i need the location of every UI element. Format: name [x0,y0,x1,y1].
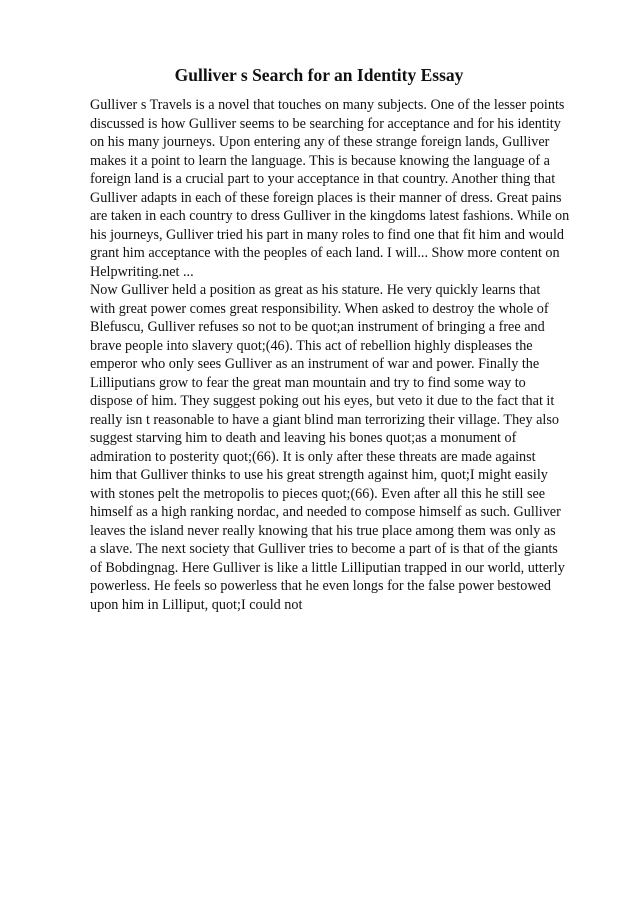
text-line: himself as a high ranking nordac, and needed to compose himself as such. Gulliver [90,504,561,520]
text-line: with great power comes great responsibility. When asked to destroy the whole of [90,300,549,317]
text-line: admiration to posterity quot;(66). It is only after these threats are made against [90,448,536,465]
text-line: brave people into slavery quot;(46). This act of rebellion highly displeases the [90,337,533,354]
text-line: Blefuscu, Gulliver refuses so not to be quot;an instrument of bringing a free and [90,319,545,335]
text-line: foreign land is a crucial part to your acceptance in that country. Another thing that [90,171,556,187]
text-line: suggest starving him to death and leaving his bones quot;as a monument of [90,430,517,446]
text-line: Gulliver s Travels is a novel that touches on many subjects. One of the lesser points [90,97,565,113]
text-line: with stones pelt the metropolis to pieces quot;(66). Even after all this he still see [90,485,546,502]
text-line: leaves the island never really knowing that his true place among them was only as [90,522,556,539]
text-line: Lilliputians grow to fear the great man mountain and try to find some way to [90,374,526,391]
text-line: Gulliver adapts in each of these foreign places is their manner of dress. Great pains [90,189,562,206]
text-line: Helpwriting.net ... [90,263,194,280]
text-line: discussed is how Gulliver seems to be searching for acceptance and for his identity [90,115,561,132]
text-line: dispose of him. They suggest poking out his eyes, but veto it due to the fact that it [90,393,555,409]
text-line: on his many journeys. Upon entering any of these strange foreign lands, Gulliver [90,134,550,150]
text-line: a slave. The next society that Gulliver tries to become a part of is that of the giants [90,541,558,557]
essay-body [90,96,610,614]
text-line: makes it a point to learn the language. This is because knowing the language of a [90,152,550,169]
page-title: Gulliver s Search for an Identity Essay [174,65,464,85]
text-line: his journeys, Gulliver tried his part in many roles to find one that fit him and would [90,226,565,243]
text-line: of Bobdingnag. Here Gulliver is like a little Lilliputian trapped in our world, utterly [90,559,565,576]
text-line: upon him in Lilliput, quot;I could not [90,596,303,613]
text-line: him that Gulliver thinks to use his great strength against him, quot;I might easily [90,467,548,483]
text-line: Now Gulliver held a position as great as his stature. He very quickly learns that [90,282,541,298]
text-line: powerless. He feels so powerless that he even longs for the false power bestowed [90,578,551,594]
text-line: emperor who only sees Gulliver as an instrument of war and power. Finally the [90,356,540,372]
text-line: really isn t reasonable to have a giant blind man terrorizing their village. They also [90,411,559,428]
text-line: grant him acceptance with the peoples of each land. I will... Show more content on [90,245,560,261]
text-line: are taken in each country to dress Gulliver in the kingdoms latest fashions. While on [90,208,570,224]
